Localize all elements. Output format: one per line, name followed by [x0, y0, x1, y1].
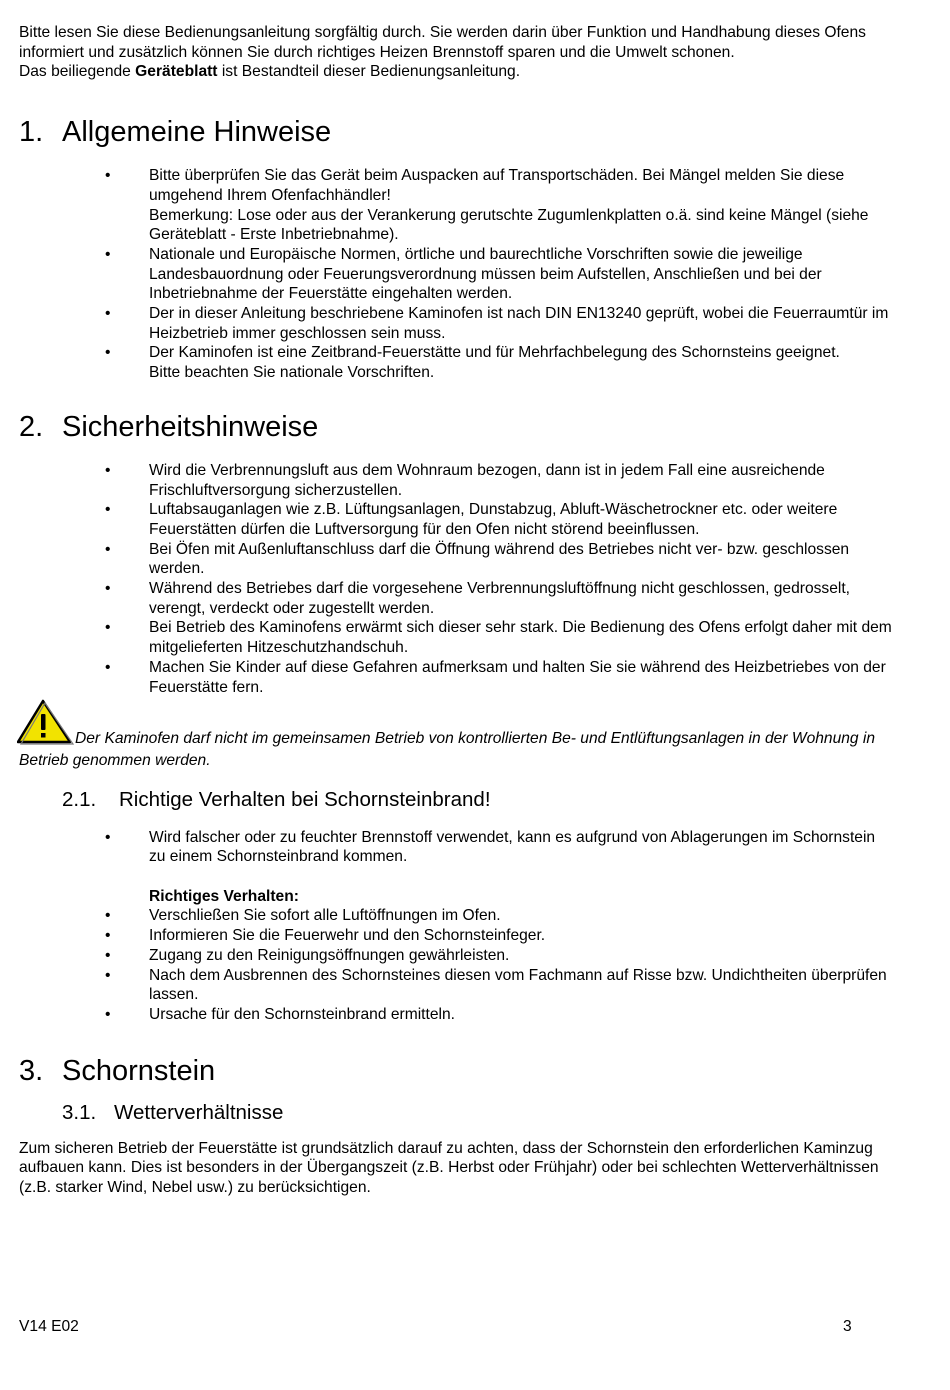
list-item	[19, 579, 894, 618]
list-item-text: Wird die Verbrennungsluft aus dem Wohnraum bezogen, dann ist in jedem Fall eine ausreichende Frischluftversorgung sicherzustellen.	[149, 461, 825, 499]
bullet-icon: •	[105, 344, 111, 362]
list-item	[19, 245, 894, 304]
section-3-number: 3.	[19, 1054, 44, 1087]
list-item	[19, 906, 894, 926]
list-item	[19, 658, 894, 697]
bullet-icon: •	[105, 167, 111, 185]
section-3-1-paragraph: Zum sicheren Betrieb der Feuerstätte ist grundsätzlich darauf zu achten, dass der Schornstein den erforderlichen Kaminzug aufbauen kann. Dies ist besonders in der Übergangszeit (z.B. Herbst oder Frühjahr) oder bei schlechten Wetterverhältnissen (z.B. starker Wind, Nebel usw.) zu berücksichtigen.	[19, 1139, 879, 1197]
list-item-text: Luftabsauganlagen wie z.B. Lüftungsanlagen, Dunstabzug, Abluft-Wäschetrockner etc. oder weitere Feuerstätten dürfen die Luftversorgung für den Ofen nicht störend beeinflussen.	[149, 501, 838, 538]
intro-line-2-pre: Das beiliegende	[19, 63, 136, 81]
list-item-text: Bitte überprüfen Sie das Gerät beim Auspacken auf Transportschäden. Bei Mängel melden Sie diese umgehend Ihrem Ofenfachhändler!	[149, 167, 845, 204]
intro-paragraph	[19, 23, 894, 82]
section-2-1-list	[19, 828, 894, 867]
warning-triangle-icon	[17, 699, 75, 751]
section-2-title: Sicherheitshinweise	[62, 410, 319, 443]
list-item	[19, 343, 894, 382]
section-2-1-heading	[62, 787, 894, 812]
list-item	[19, 618, 894, 657]
bullet-icon: •	[105, 927, 111, 945]
list-item-text: Der in dieser Anleitung beschriebene Kaminofen ist nach DIN EN13240 geprüft, wobei die Feuerraumtür im Heizbetrieb immer geschlossen sein muss.	[149, 305, 889, 342]
bullet-icon: •	[105, 580, 111, 598]
subheading	[19, 887, 894, 907]
intro-line-1: Bitte lesen Sie diese Bedienungsanleitung sorgfältig durch. Sie werden darin über Funktion und Handhabung dieses Ofens informiert und zusätzlich können Sie durch richtiges Heizen Brennstoff sparen und die Umwelt schonen.	[19, 24, 866, 61]
warning-text: Der Kaminofen darf nicht im gemeinsamen Betrieb von kontrollierten Be- und Entlüftungsanlagen in der Wohnung in Betrieb genommen werden.	[19, 730, 876, 769]
bullet-icon: •	[105, 461, 111, 479]
subheading-text: Richtiges Verhalten:	[149, 887, 299, 905]
intro-line-2-bold: Geräteblatt	[135, 63, 218, 81]
footer-version: V14 E02	[19, 1318, 79, 1335]
list-item	[19, 304, 894, 343]
list-item-note: Bitte beachten Sie nationale Vorschriften.	[149, 364, 435, 382]
list-item	[19, 828, 894, 867]
bullet-icon: •	[105, 619, 111, 637]
list-item-text: Verschließen Sie sofort alle Luftöffnungen im Ofen.	[149, 907, 501, 925]
list-item-text: Ursache für den Schornsteinbrand ermitteln.	[149, 1006, 455, 1023]
bullet-icon: •	[105, 540, 111, 558]
list-item-text: Bei Öfen mit Außenluftanschluss darf die Öffnung während des Betriebes nicht ver- bzw. geschlossen werden.	[149, 540, 850, 578]
list-item-text: Nationale und Europäische Normen, örtliche und baurechtliche Vorschriften sowie die jeweilige Landesbauordnung oder Feuerungsverordnung müssen beim Aufstellen, Anschließen und bei der Inbetriebnahme der Feuerstätte eingehalten werden.	[149, 245, 822, 303]
bullet-icon: •	[105, 828, 111, 846]
bullet-icon: •	[105, 658, 111, 676]
list-item-text: Zugang zu den Reinigungsöffnungen gewährleisten.	[149, 946, 510, 964]
list-item-text: Wird falscher oder zu feuchter Brennstoff verwendet, kann es aufgrund von Ablagerungen im Schornstein zu einem Schornsteinbrand kommen.	[149, 828, 876, 866]
bullet-icon: •	[105, 907, 111, 925]
list-item-text: Informieren Sie die Feuerwehr und den Schornsteinfeger.	[149, 927, 546, 945]
section-2-list	[19, 461, 894, 697]
section-2-number: 2.	[19, 410, 44, 443]
bullet-icon: •	[105, 305, 111, 323]
bullet-icon: •	[105, 501, 111, 519]
list-item	[19, 926, 894, 946]
list-item-text: Während des Betriebes darf die vorgesehene Verbrennungsluftöffnung nicht geschlossen, gedrosselt, verengt, verdeckt oder zugestellt werden.	[149, 580, 851, 617]
section-1-number: 1.	[19, 116, 44, 149]
list-item-note: Bemerkung: Lose oder aus der Verankerung gerutschte Zugumlenkplatten o.ä. sind keine Mängel (siehe Geräteblatt - Erste Inbetriebnahme).	[149, 206, 869, 244]
intro-line-2-post: ist Bestandteil dieser Bedienungsanleitung.	[217, 63, 521, 81]
footer-page-number: 3	[843, 1318, 852, 1335]
section-3-1-number: 3.1.	[62, 1100, 97, 1124]
bullet-icon: •	[105, 946, 111, 964]
section-1-list	[19, 166, 894, 383]
list-item-text: Bei Betrieb des Kaminofens erwärmt sich dieser sehr stark. Die Bedienung des Ofens erfolgt daher mit dem mitgelieferten Hitzeschutzhandschuh.	[149, 619, 892, 657]
section-2-1-number: 2.1.	[62, 787, 97, 811]
section-2-heading	[19, 410, 894, 444]
list-item	[19, 1005, 894, 1025]
bullet-icon: •	[105, 966, 111, 984]
list-item-text: Nach dem Ausbrennen des Schornsteines diesen vom Fachmann auf Risse bzw. Undichtheiten überprüfen lassen.	[149, 966, 887, 1004]
bullet-icon: •	[105, 245, 111, 263]
list-item	[19, 500, 894, 539]
section-2-1-steps	[19, 906, 894, 1024]
section-3-title: Schornstein	[62, 1054, 216, 1087]
intro-line-2	[19, 62, 894, 82]
document-page	[19, 23, 894, 1198]
list-item	[19, 946, 894, 966]
section-3-1-heading	[62, 1100, 894, 1125]
section-2-1-title: Richtige Verhalten bei Schornsteinbrand!	[119, 787, 491, 811]
section-1-heading	[19, 115, 894, 149]
section-1-title: Allgemeine Hinweise	[62, 116, 332, 149]
list-item	[19, 540, 894, 579]
section-3-heading	[19, 1054, 894, 1088]
list-item	[19, 461, 894, 500]
warning-notice	[19, 699, 894, 770]
bullet-icon: •	[105, 1006, 111, 1023]
list-item-text: Machen Sie Kinder auf diese Gefahren aufmerksam und halten Sie sie während des Heizbetriebes von der Feuerstätte fern.	[149, 658, 886, 696]
list-item	[19, 166, 894, 245]
list-item-text: Der Kaminofen ist eine Zeitbrand-Feuerstätte und für Mehrfachbelegung des Schornsteins geeignet.	[149, 344, 840, 362]
section-3-1-title: Wetterverhältnisse	[114, 1100, 284, 1124]
list-item	[19, 966, 894, 1005]
